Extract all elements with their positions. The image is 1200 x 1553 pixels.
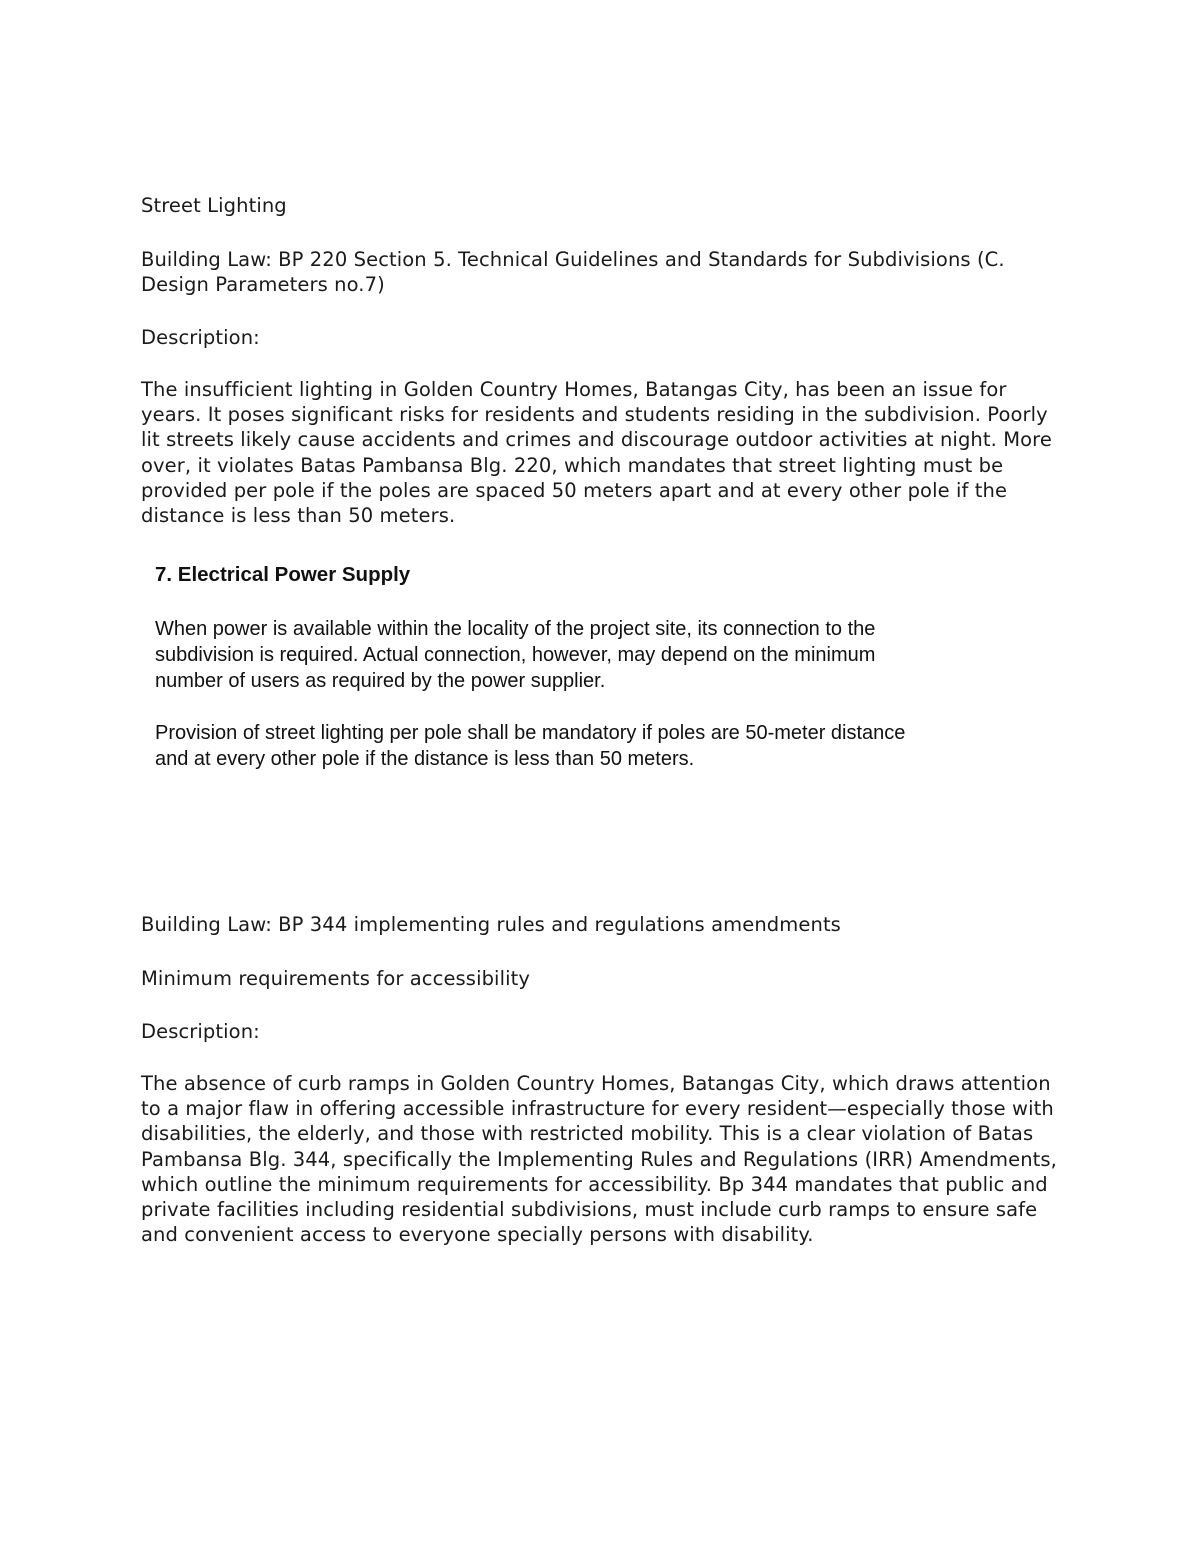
- section-title-street-lighting: Street Lighting: [141, 194, 287, 217]
- description-paragraph-2: The absence of curb ramps in Golden Country Homes, Batangas City, which draws attention to a major flaw in offering accessible infrastructure for every resident—especially those with disabilities, the elderly, and those with restricted mobility. This is a clear violation of Batas Pambansa Blg. 344, specifically the Implementing Rules and Regulations (IRR) Amendments, which outline the minimum requirements for accessibility. Bp 344 mandates that public and private facilities including residential subdivisions, must include curb ramps to ensure safe and convenient access to everyone specially persons with disability.: [141, 1072, 1057, 1247]
- description-paragraph-1: The insufficient lighting in Golden Country Homes, Batangas City, has been an issue for years. It poses significant risks for residents and students residing in the subdivision. Poorly lit streets likely cause accidents and crimes and discourage outdoor activities at night. More over, it violates Batas Pambansa Blg. 220, which mandates that street lighting must be provided per pole if the poles are spaced 50 meters apart and at every other pole if the distance is less than 50 meters.: [141, 378, 1052, 528]
- description-label-2: Description:: [141, 1020, 260, 1043]
- excerpt-paragraph-1: When power is available within the locality of the project site, its connection to the subdivision is required. Actual connection, however, may depend on the minimum number of users as required by the power supplier.: [155, 618, 876, 692]
- excerpt-heading: 7. Electrical Power Supply: [155, 563, 411, 586]
- bp220-excerpt-image: [155, 562, 955, 772]
- accessibility-subtitle: Minimum requirements for accessibility: [141, 967, 531, 990]
- excerpt-paragraph-2: Provision of street lighting per pole shall be mandatory if poles are 50-meter distance and at every other pole if the distance is less than 50 meters.: [155, 722, 906, 770]
- building-law-bp220: Building Law: BP 220 Section 5. Technical Guidelines and Standards for Subdivisions (C. Design Parameters no.7): [141, 248, 1005, 297]
- building-law-bp344: Building Law: BP 344 implementing rules and regulations amendments: [141, 913, 841, 936]
- description-label-1: Description:: [141, 326, 260, 349]
